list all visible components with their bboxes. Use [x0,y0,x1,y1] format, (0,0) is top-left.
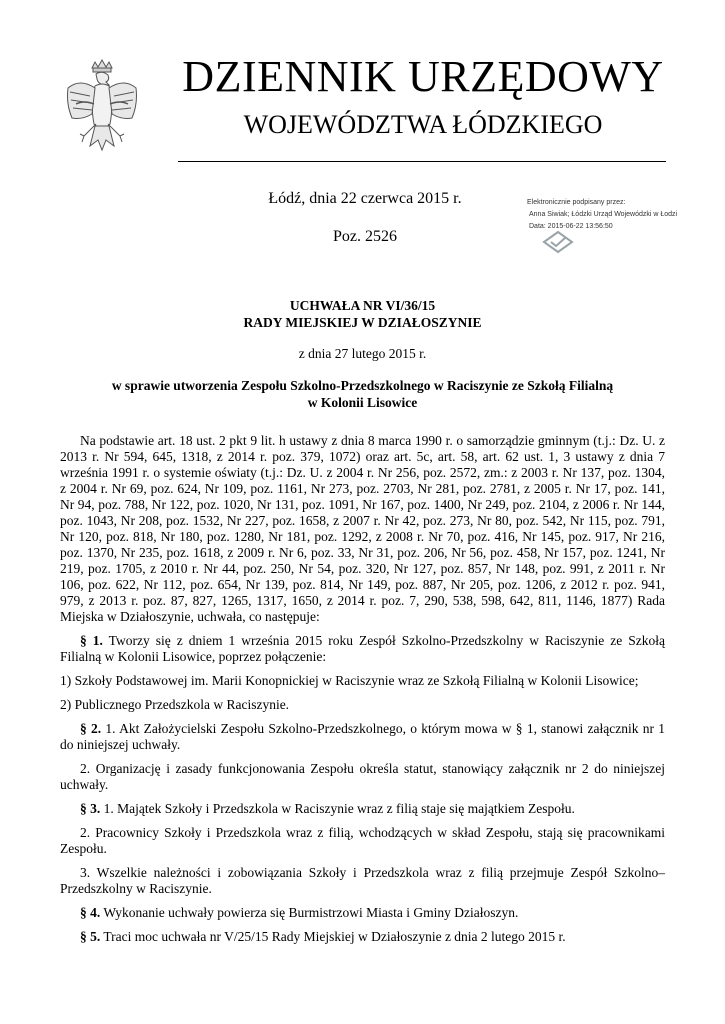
signature-date: Data: 2015-06-22 13:56:50 [529,223,613,230]
section-5-text: Traci moc uchwała nr V/25/15 Rady Miejskiej w Działoszynie z dnia 2 lutego 2015 r. [100,929,566,944]
section-5 [60,929,665,945]
section-2-paragraph-2: 2. Organizację i zasady funkcjonowania Zespołu określa statut, stanowiący załącznik nr 2 do niniejszej uchwały. [60,761,665,792]
section-1-item-1 [60,673,665,689]
section-1-item-1-text: 1) Szkoły Podstawowej im. Marii Konopnickiej w Raciszynie wraz ze Szkołą Filialną w Kolonii Lisowice; [60,673,639,688]
section-1-label: § 1. [80,633,103,648]
header-divider [178,161,666,162]
section-2-text-1: 1. Akt Założycielski Zespołu Szkolno-Przedszkolnego, o którym mowa w § 1, stanowi załącznik nr 1 do niniejszej uchwały. [60,721,666,752]
signature-label: Elektronicznie podpisany przez: [527,199,626,206]
resolution-text [60,433,665,953]
signature-signer: Anna Siwiak; Łódzki Urząd Wojewódzki w Łodzi [529,211,678,218]
resolution-number: UCHWAŁA NR VI/36/15 [289,298,436,313]
section-3-paragraph-3: 3. Wszelkie należności i zobowiązania Szkoły i Przedszkola wraz z filią przejmuje Zespół Szkolno–Przedszkolny w Raciszynie. [60,865,665,896]
resolution-date: z dnia 27 lutego 2015 r. [298,346,427,361]
section-4-text: Wykonanie uchwały powierza się Burmistrzowi Miasta i Gminy Działoszyn. [100,905,519,920]
section-1-item-2 [60,697,665,713]
eagle-emblem-icon [62,58,142,166]
preamble: Na podstawie art. 18 ust. 2 pkt 9 lit. h ustawy z dnia 8 marca 1990 r. o samorządzie gminnym (t.j.: Dz. U. z 2013 r. Nr 594, 645, 1318, z 2014 r. poz. 379, 1072) oraz art. 5c, art. 58, art. 62 ust. 1, 3 ustawy z dnia 7 września 1991 r. o systemie oświaty (t.j.: Dz. U. z 2004 r. Nr 256, poz. 2572, zm.: z 2003 r. Nr 137, poz. 1304, z 2004 r. Nr 69, poz. 624, Nr 109, poz. 1161, Nr 273, poz. 2703, Nr 281, poz. 2781, z 2005 r. Nr 17, poz. 141, Nr 94, poz. 788, Nr 122, poz. 1020, Nr 131, poz. 1091, Nr 167, poz. 1400, Nr 249, poz. 2104, z 2006 r. Nr 144, poz. 1043, Nr 208, poz. 1532, Nr 227, poz. 1658, z 2007 r. Nr 42, poz. 273, Nr 80, poz. 542, Nr 115, poz. 791, Nr 120, poz. 818, Nr 180, poz. 1280, Nr 181, poz. 1292, z 2008 r. Nr 70, poz. 416, Nr 145, poz. 917, Nr 216, poz. 1370, Nr 235, poz. 1618, z 2009 r. Nr 6, poz. 33, Nr 31, poz. 206, Nr 56, poz. 458, Nr 157, poz. 1241, Nr 219, poz. 1705, z 2010 r. Nr 44, poz. 250, Nr 54, poz. 320, Nr 127, poz. 857, Nr 148, poz. 991, z 2011 r. Nr 106, poz. 622, Nr 112, poz. 654, Nr 139, poz. 814, Nr 149, poz. 887, Nr 205, poz. 1206, z 2012 r. poz. 941, 979, z 2013 r. poz. 87, 827, 1265, 1317, 1650, z 2014 r. poz. 7, 290, 538, 598, 642, 811, 1146, 1877) Rada Miejska w Działoszynie, uchwała, co następuje: [60,433,665,624]
journal-subtitle: WOJEWÓDZTWA ŁÓDZKIEGO [243,110,603,139]
section-5-label: § 5. [80,929,101,944]
section-2-label: § 2. [80,721,102,736]
position-number: Poz. 2526 [333,228,397,245]
signature-check-icon [540,229,576,255]
electronic-signature [527,197,702,233]
section-3-paragraph-2: 2. Pracownicy Szkoły i Przedszkola wraz z filią, wchodzących w skład Zespołu, stają się pracownikami Zespołu. [60,825,665,856]
resolution-subject-line1: w sprawie utworzenia Zespołu Szkolno-Przedszkolnego w Raciszynie ze Szkołą Filialną [111,378,614,393]
section-3 [60,801,665,817]
section-1-text: Tworzy się z dniem 1 września 2015 roku Zespół Szkolno-Przedszkolny w Raciszynie ze Szkołą Filialną w Kolonii Lisowice, poprzez połączenie: [60,633,665,664]
section-1 [60,633,665,665]
journal-title: DZIENNIK URZĘDOWY [182,52,664,101]
section-3-label: § 3. [80,801,101,816]
section-3-text-1: 1. Majątek Szkoły i Przedszkola w Raciszynie wraz z filią staje się majątkiem Zespołu. [100,801,575,816]
section-2 [60,721,665,753]
section-4 [60,905,665,921]
resolution-subject-line2: w Kolonii Lisowice [307,395,418,410]
section-1-item-2-text: 2) Publicznego Przedszkola w Raciszynie. [60,697,290,712]
resolution-body: RADY MIEJSKIEJ W DZIAŁOSZYNIE [243,315,482,330]
publication-date: Łódź, dnia 22 czerwca 2015 r. [268,190,462,207]
section-4-label: § 4. [80,905,101,920]
